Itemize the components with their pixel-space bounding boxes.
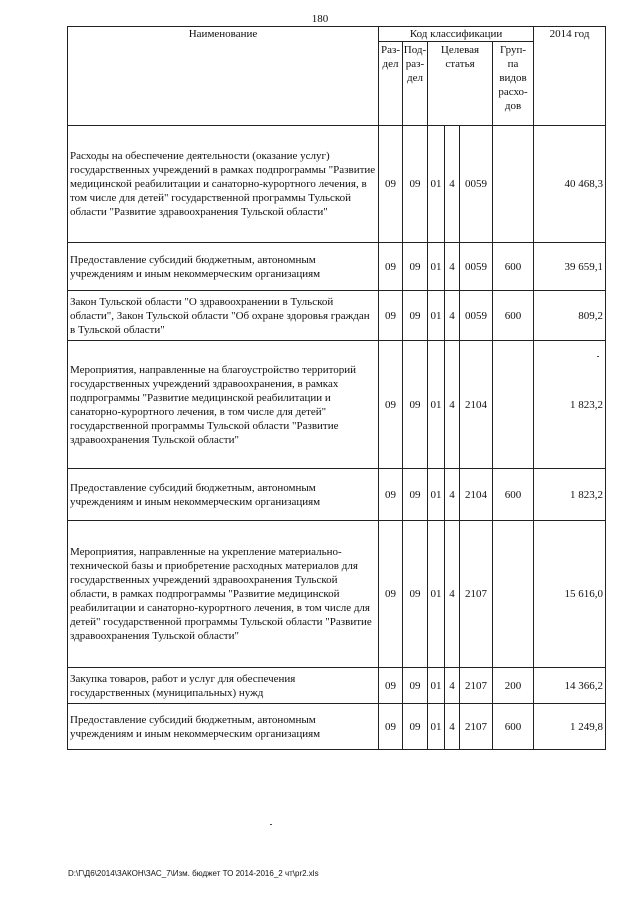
row-target-subprogram: 4 <box>445 469 460 521</box>
row-expense-group: 600 <box>493 291 534 341</box>
row-subsection: 09 <box>403 243 428 291</box>
row-amount: 1 823,2 <box>534 341 606 469</box>
row-target-code: 0059 <box>460 126 493 243</box>
row-subsection: 09 <box>403 521 428 668</box>
row-target-subprogram: 4 <box>445 126 460 243</box>
column-header-subsection: Под- раз- дел <box>403 42 428 126</box>
row-expense-group: 600 <box>493 704 534 750</box>
page-number: 180 <box>311 13 329 25</box>
scan-speck <box>270 824 272 825</box>
row-amount: 809,2 <box>534 291 606 341</box>
row-amount: 40 468,3 <box>534 126 606 243</box>
row-amount: 1 823,2 <box>534 469 606 521</box>
row-amount: 14 366,2 <box>534 668 606 704</box>
row-target-subprogram: 4 <box>445 704 460 750</box>
row-section: 09 <box>379 668 403 704</box>
row-section: 09 <box>379 291 403 341</box>
budget-table <box>67 26 606 750</box>
row-target-code: 2107 <box>460 704 493 750</box>
file-path-footer: D:\Г\Д6\2014\ЗАКОН\ЗАС_7\Изм. бюджет ТО 2014-2016_2 чт\pr2.xls <box>68 869 319 878</box>
row-name: Закупка товаров, работ и услуг для обеспечения государственных (муниципальных) нужд <box>68 668 379 704</box>
row-target-code: 0059 <box>460 291 493 341</box>
row-subsection: 09 <box>403 341 428 469</box>
table-row <box>68 341 606 469</box>
row-name: Предоставление субсидий бюджетным, автономным учреждениям и иным некоммерческим организациям <box>68 704 379 750</box>
row-target-program: 01 <box>428 243 445 291</box>
row-subsection: 09 <box>403 704 428 750</box>
row-target-program: 01 <box>428 521 445 668</box>
row-target-code: 2104 <box>460 341 493 469</box>
row-target-program: 01 <box>428 469 445 521</box>
row-amount: 15 616,0 <box>534 521 606 668</box>
row-target-subprogram: 4 <box>445 668 460 704</box>
table-row <box>68 291 606 341</box>
column-header-code: Код классификации <box>379 27 534 42</box>
row-target-code: 2107 <box>460 521 493 668</box>
row-amount: 39 659,1 <box>534 243 606 291</box>
column-header-name: Наименование <box>68 27 379 126</box>
row-expense-group: 600 <box>493 243 534 291</box>
row-target-subprogram: 4 <box>445 341 460 469</box>
table-header-row <box>68 27 606 42</box>
row-expense-group <box>493 341 534 469</box>
column-header-target: Целевая статья <box>428 42 493 126</box>
row-section: 09 <box>379 243 403 291</box>
row-expense-group: 600 <box>493 469 534 521</box>
row-name: Предоставление субсидий бюджетным, автономным учреждениям и иным некоммерческим организациям <box>68 243 379 291</box>
row-section: 09 <box>379 521 403 668</box>
row-name: Закон Тульской области "О здравоохранении в Тульской области", Закон Тульской области "Об охране здоровья граждан в Тульской области" <box>68 291 379 341</box>
row-target-program: 01 <box>428 668 445 704</box>
table-row <box>68 704 606 750</box>
row-expense-group: 200 <box>493 668 534 704</box>
row-section: 09 <box>379 704 403 750</box>
row-target-code: 2104 <box>460 469 493 521</box>
row-subsection: 09 <box>403 469 428 521</box>
row-expense-group <box>493 126 534 243</box>
row-section: 09 <box>379 126 403 243</box>
row-name: Мероприятия, направленные на благоустройство территорий государственных учреждений здравоохранения, в рамках подпрограммы "Развитие медицинской реабилитации и санаторно-курортного лечения, в том числе для детей" государственной программы Тульской области "Развитие здравоохранения Тульской области" <box>68 341 379 469</box>
row-target-program: 01 <box>428 291 445 341</box>
row-target-subprogram: 4 <box>445 243 460 291</box>
row-target-code: 2107 <box>460 668 493 704</box>
row-section: 09 <box>379 341 403 469</box>
row-target-code: 0059 <box>460 243 493 291</box>
table-row <box>68 243 606 291</box>
row-name: Мероприятия, направленные на укрепление материально-технической базы и приобретение расходных материалов для государственных учреждений здравоохранения Тульской области, в рамках подпрограммы "Развитие медицинской реабилитации и санаторно-курортного лечения, в том числе для детей" государственной программы Тульской области "Развитие здравоохранения Тульской области" <box>68 521 379 668</box>
row-name: Предоставление субсидий бюджетным, автономным учреждениям и иным некоммерческим организациям <box>68 469 379 521</box>
row-expense-group <box>493 521 534 668</box>
row-target-program: 01 <box>428 704 445 750</box>
row-target-program: 01 <box>428 341 445 469</box>
row-name: Расходы на обеспечение деятельности (оказание услуг) государственных учреждений в рамках подпрограммы "Развитие медицинской реабилитации и санаторно-курортного лечения, в том числе для детей" государственной программы Тульской области "Развитие здравоохранения Тульской области" <box>68 126 379 243</box>
row-target-program: 01 <box>428 126 445 243</box>
column-header-section: Раз- дел <box>379 42 403 126</box>
row-section: 09 <box>379 469 403 521</box>
row-subsection: 09 <box>403 126 428 243</box>
table-row <box>68 126 606 243</box>
row-subsection: 09 <box>403 291 428 341</box>
scan-speck <box>597 356 599 357</box>
column-header-year: 2014 год <box>534 27 606 126</box>
row-amount: 1 249,8 <box>534 704 606 750</box>
row-target-subprogram: 4 <box>445 291 460 341</box>
column-header-expense-group: Груп- па видов расхо- дов <box>493 42 534 126</box>
table-row <box>68 668 606 704</box>
table-row <box>68 469 606 521</box>
row-subsection: 09 <box>403 668 428 704</box>
row-target-subprogram: 4 <box>445 521 460 668</box>
table-row <box>68 521 606 668</box>
